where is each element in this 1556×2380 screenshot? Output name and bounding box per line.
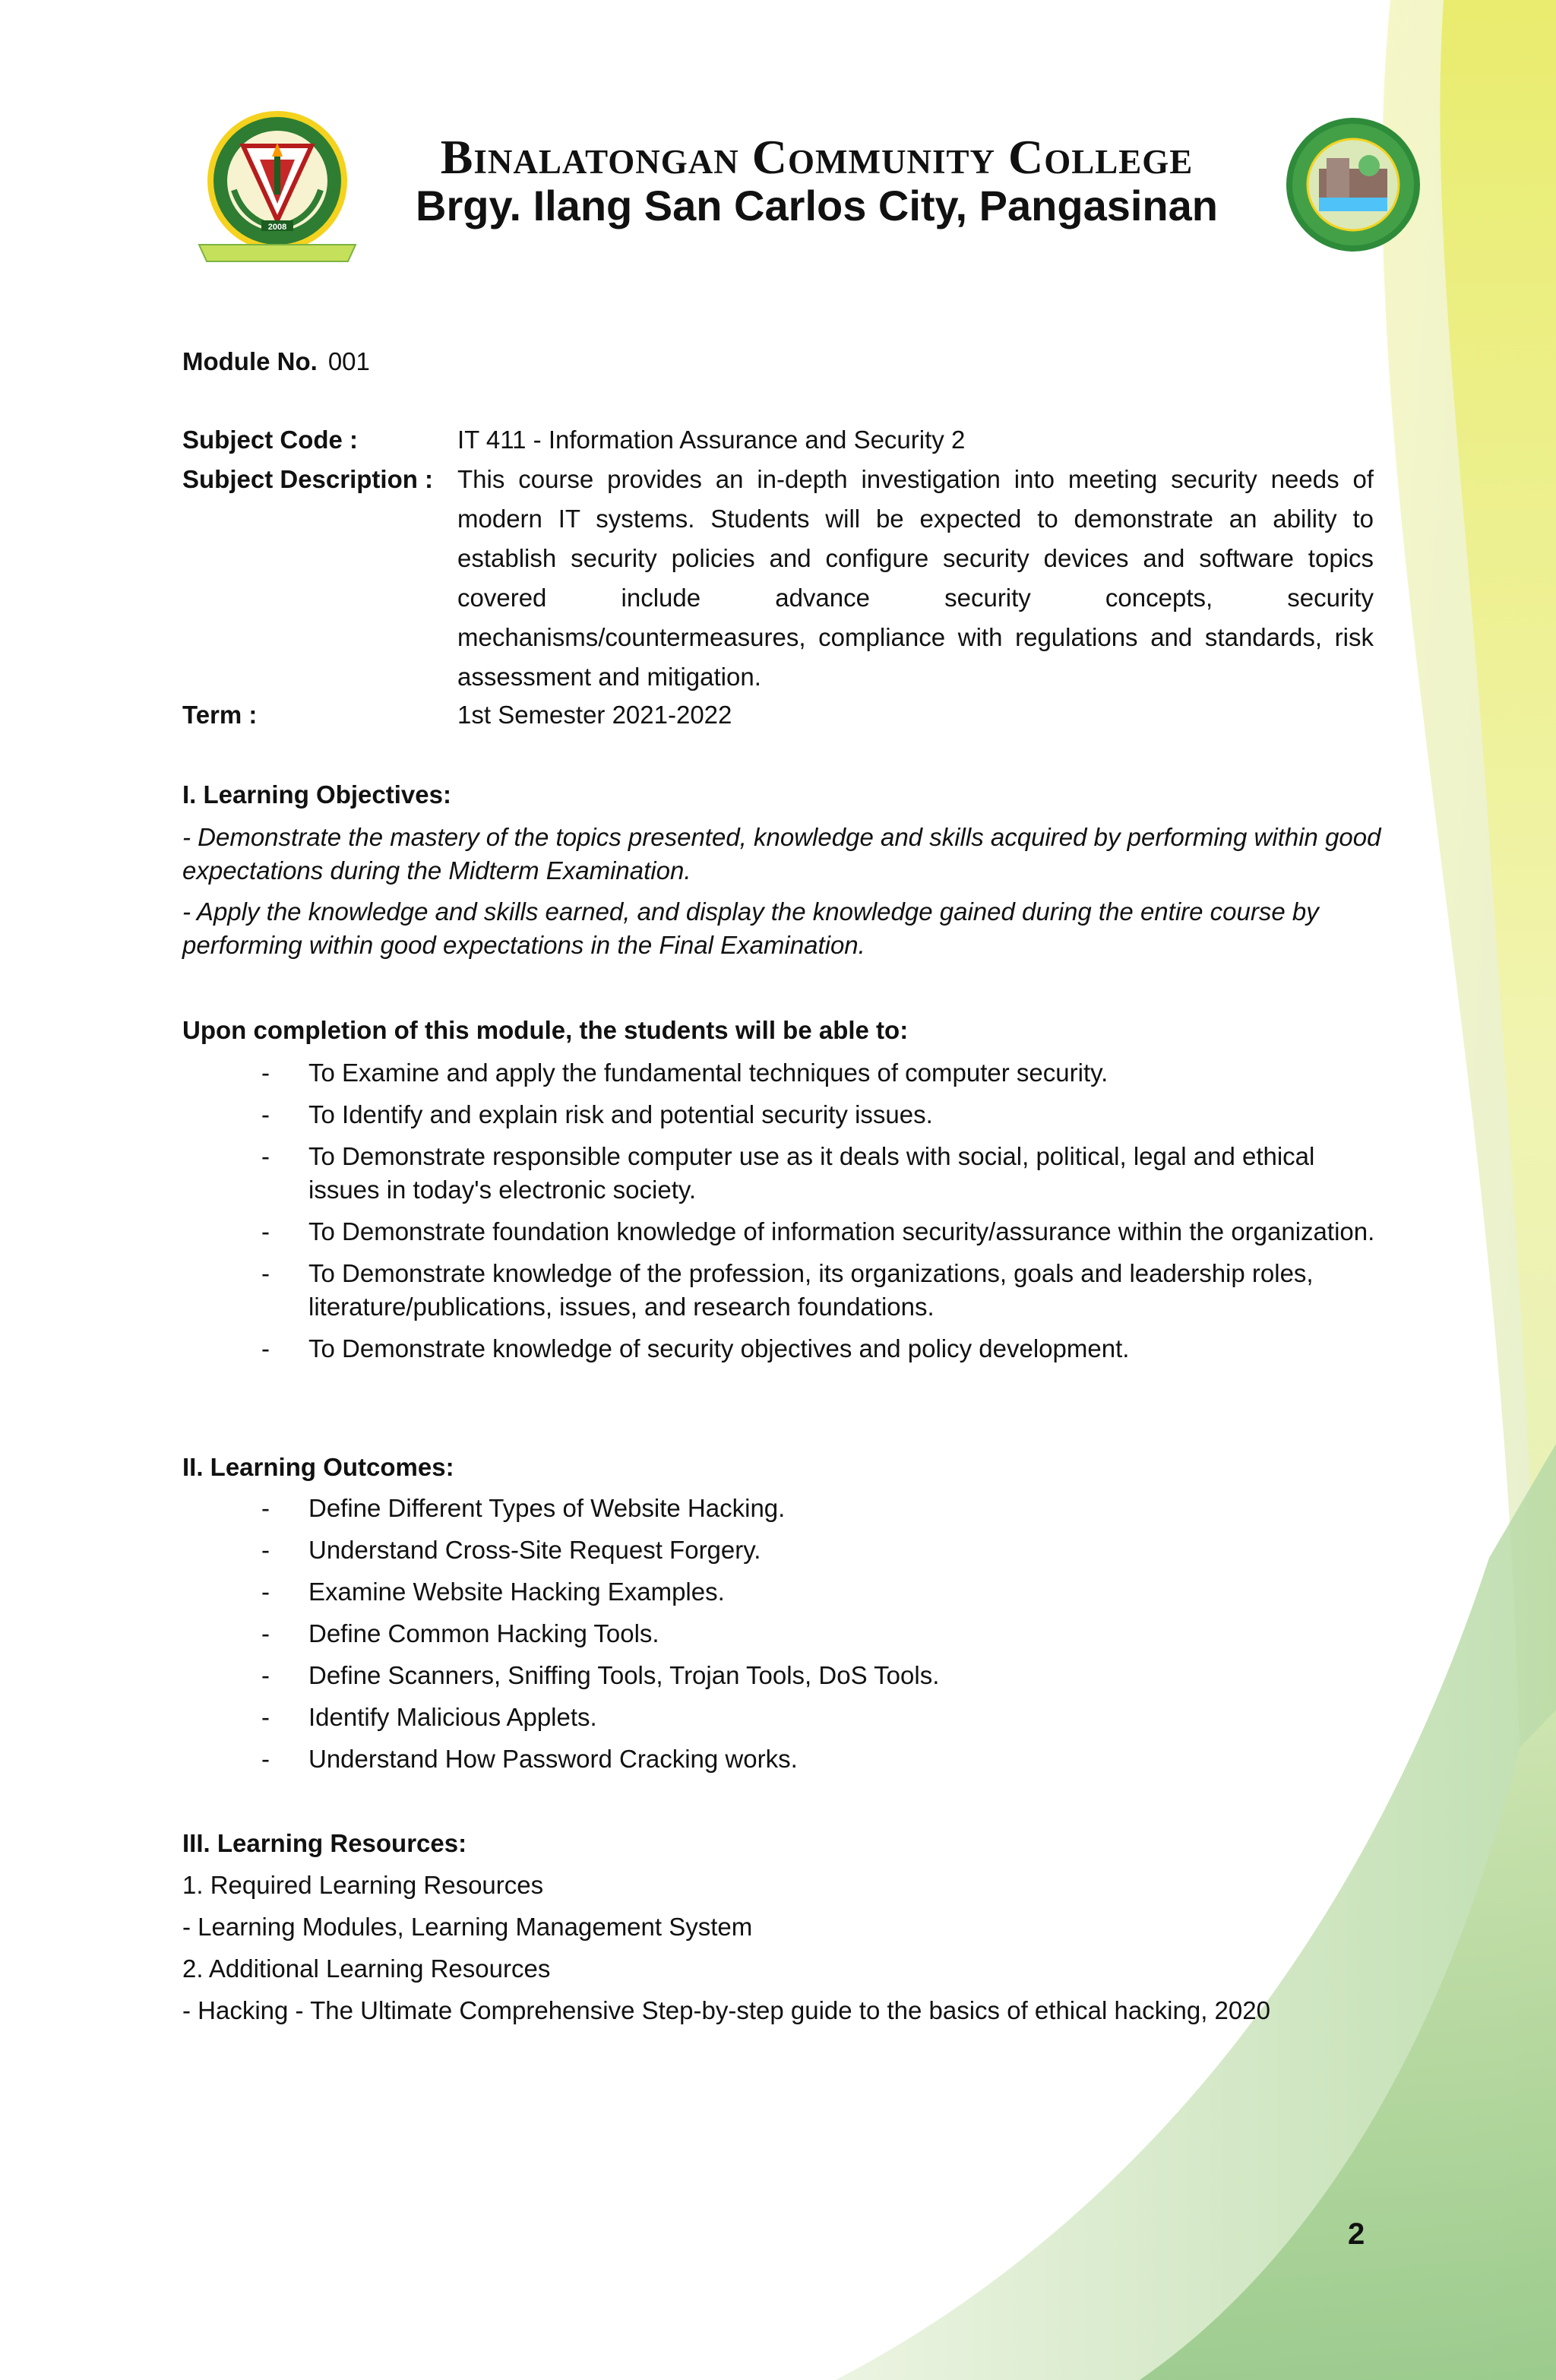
learning-resources-heading: III. Learning Resources:: [182, 1829, 467, 1857]
bullet-dash: -: [261, 1745, 270, 1773]
objective-paragraph-1: - Demonstrate the mastery of the topics presented, knowledge and skills acquired by performing within good expectations during the Midterm Examination.: [182, 823, 1381, 885]
resource-line-4: - Hacking - The Ultimate Comprehensive Step-by-step guide to the basics of ethical hacking, 2020: [182, 1996, 1270, 2024]
bullet-dash: -: [261, 1259, 270, 1287]
list-item: [182, 1332, 1383, 1366]
city-seal-icon: [1276, 116, 1430, 254]
list-item: [182, 1701, 1383, 1734]
list-item: [182, 1098, 1383, 1131]
resource-line-1: 1. Required Learning Resources: [182, 1871, 544, 1899]
subject-description-value: This course provides an in-depth investigation into meeting security needs of modern IT systems. Students will be expected to demonstrate an ability to establish security policies and configure security devices and software topics covered include advance security concepts, security mechanisms/countermeasures, compliance with regulations and standards, risk assessment and mitigation.: [457, 465, 1374, 691]
list-item-text: Examine Website Hacking Examples.: [308, 1578, 725, 1606]
list-item-text: Identify Malicious Applets.: [308, 1703, 597, 1731]
list-item: [182, 1617, 1383, 1650]
page-number: 2: [1348, 2217, 1365, 2251]
list-item: [182, 1140, 1383, 1207]
objective-paragraph-2: - Apply the knowledge and skills earned, and display the knowledge gained during the entire course by performing within good expectations in the Final Examination.: [182, 897, 1319, 959]
subject-description-label: Subject Description :: [182, 465, 434, 493]
completion-heading: Upon completion of this module, the students will be able to:: [182, 1016, 909, 1044]
bullet-dash: -: [261, 1703, 270, 1731]
college-seal-icon: [196, 106, 359, 266]
module-number-value: 001: [327, 347, 370, 375]
list-item: [182, 1056, 1383, 1090]
list-item-text: Define Scanners, Sniffing Tools, Trojan Tools, DoS Tools.: [308, 1661, 940, 1689]
list-item: [182, 1742, 1383, 1776]
list-item: [182, 1575, 1383, 1609]
learning-outcomes-heading: II. Learning Outcomes:: [182, 1453, 454, 1481]
bullet-dash: -: [261, 1494, 270, 1522]
list-item: [182, 1215, 1383, 1249]
list-item-text: Define Common Hacking Tools.: [308, 1619, 659, 1647]
bullet-dash: -: [261, 1100, 270, 1128]
list-item: [182, 1659, 1383, 1692]
college-name: Binalatongan Community College: [440, 130, 1194, 184]
list-item: [182, 1492, 1383, 1525]
subject-code-value: IT 411 - Information Assurance and Security 2: [457, 426, 966, 454]
list-item-text: Understand Cross-Site Request Forgery.: [308, 1536, 761, 1564]
svg-text:2008: 2008: [267, 223, 287, 232]
bullet-dash: -: [261, 1217, 270, 1245]
bullet-dash: -: [261, 1578, 270, 1606]
bullet-dash: -: [261, 1142, 270, 1170]
module-number-row: [182, 342, 370, 381]
list-item-text: To Demonstrate responsible computer use as it deals with social, political, legal and ethical issues in today's electronic society.: [308, 1142, 1315, 1204]
bullet-dash: -: [261, 1059, 270, 1087]
subject-code-label: Subject Code :: [182, 426, 359, 454]
list-item-text: To Identify and explain risk and potential security issues.: [308, 1100, 933, 1128]
term-value: 1st Semester 2021-2022: [457, 701, 732, 729]
list-item-text: To Demonstrate foundation knowledge of information security/assurance within the organization.: [308, 1217, 1375, 1245]
term-label: Term :: [182, 701, 258, 729]
list-item-text: To Demonstrate knowledge of the profession, its organizations, goals and leadership roles, literature/publications, issues, and research foundations.: [308, 1259, 1314, 1321]
completion-list: [182, 1056, 1383, 1374]
college-address: Brgy. Ilang San Carlos City, Pangasinan: [416, 182, 1218, 229]
list-item-text: Define Different Types of Website Hacking.: [308, 1494, 786, 1522]
resource-line-2: - Learning Modules, Learning Management System: [182, 1913, 753, 1941]
outcomes-list: [182, 1492, 1383, 1784]
module-number-label: Module No.: [182, 347, 318, 375]
list-item: [182, 1533, 1383, 1567]
list-item-text: To Examine and apply the fundamental techniques of computer security.: [308, 1059, 1108, 1087]
list-item-text: Understand How Password Cracking works.: [308, 1745, 798, 1773]
bullet-dash: -: [261, 1619, 270, 1647]
list-item-text: To Demonstrate knowledge of security objectives and policy development.: [308, 1334, 1130, 1362]
resource-line-3: 2. Additional Learning Resources: [182, 1954, 551, 1983]
bullet-dash: -: [261, 1536, 270, 1564]
learning-objectives-heading: I. Learning Objectives:: [182, 780, 451, 809]
list-item: [182, 1257, 1383, 1324]
bullet-dash: -: [261, 1334, 270, 1362]
bullet-dash: -: [261, 1661, 270, 1689]
